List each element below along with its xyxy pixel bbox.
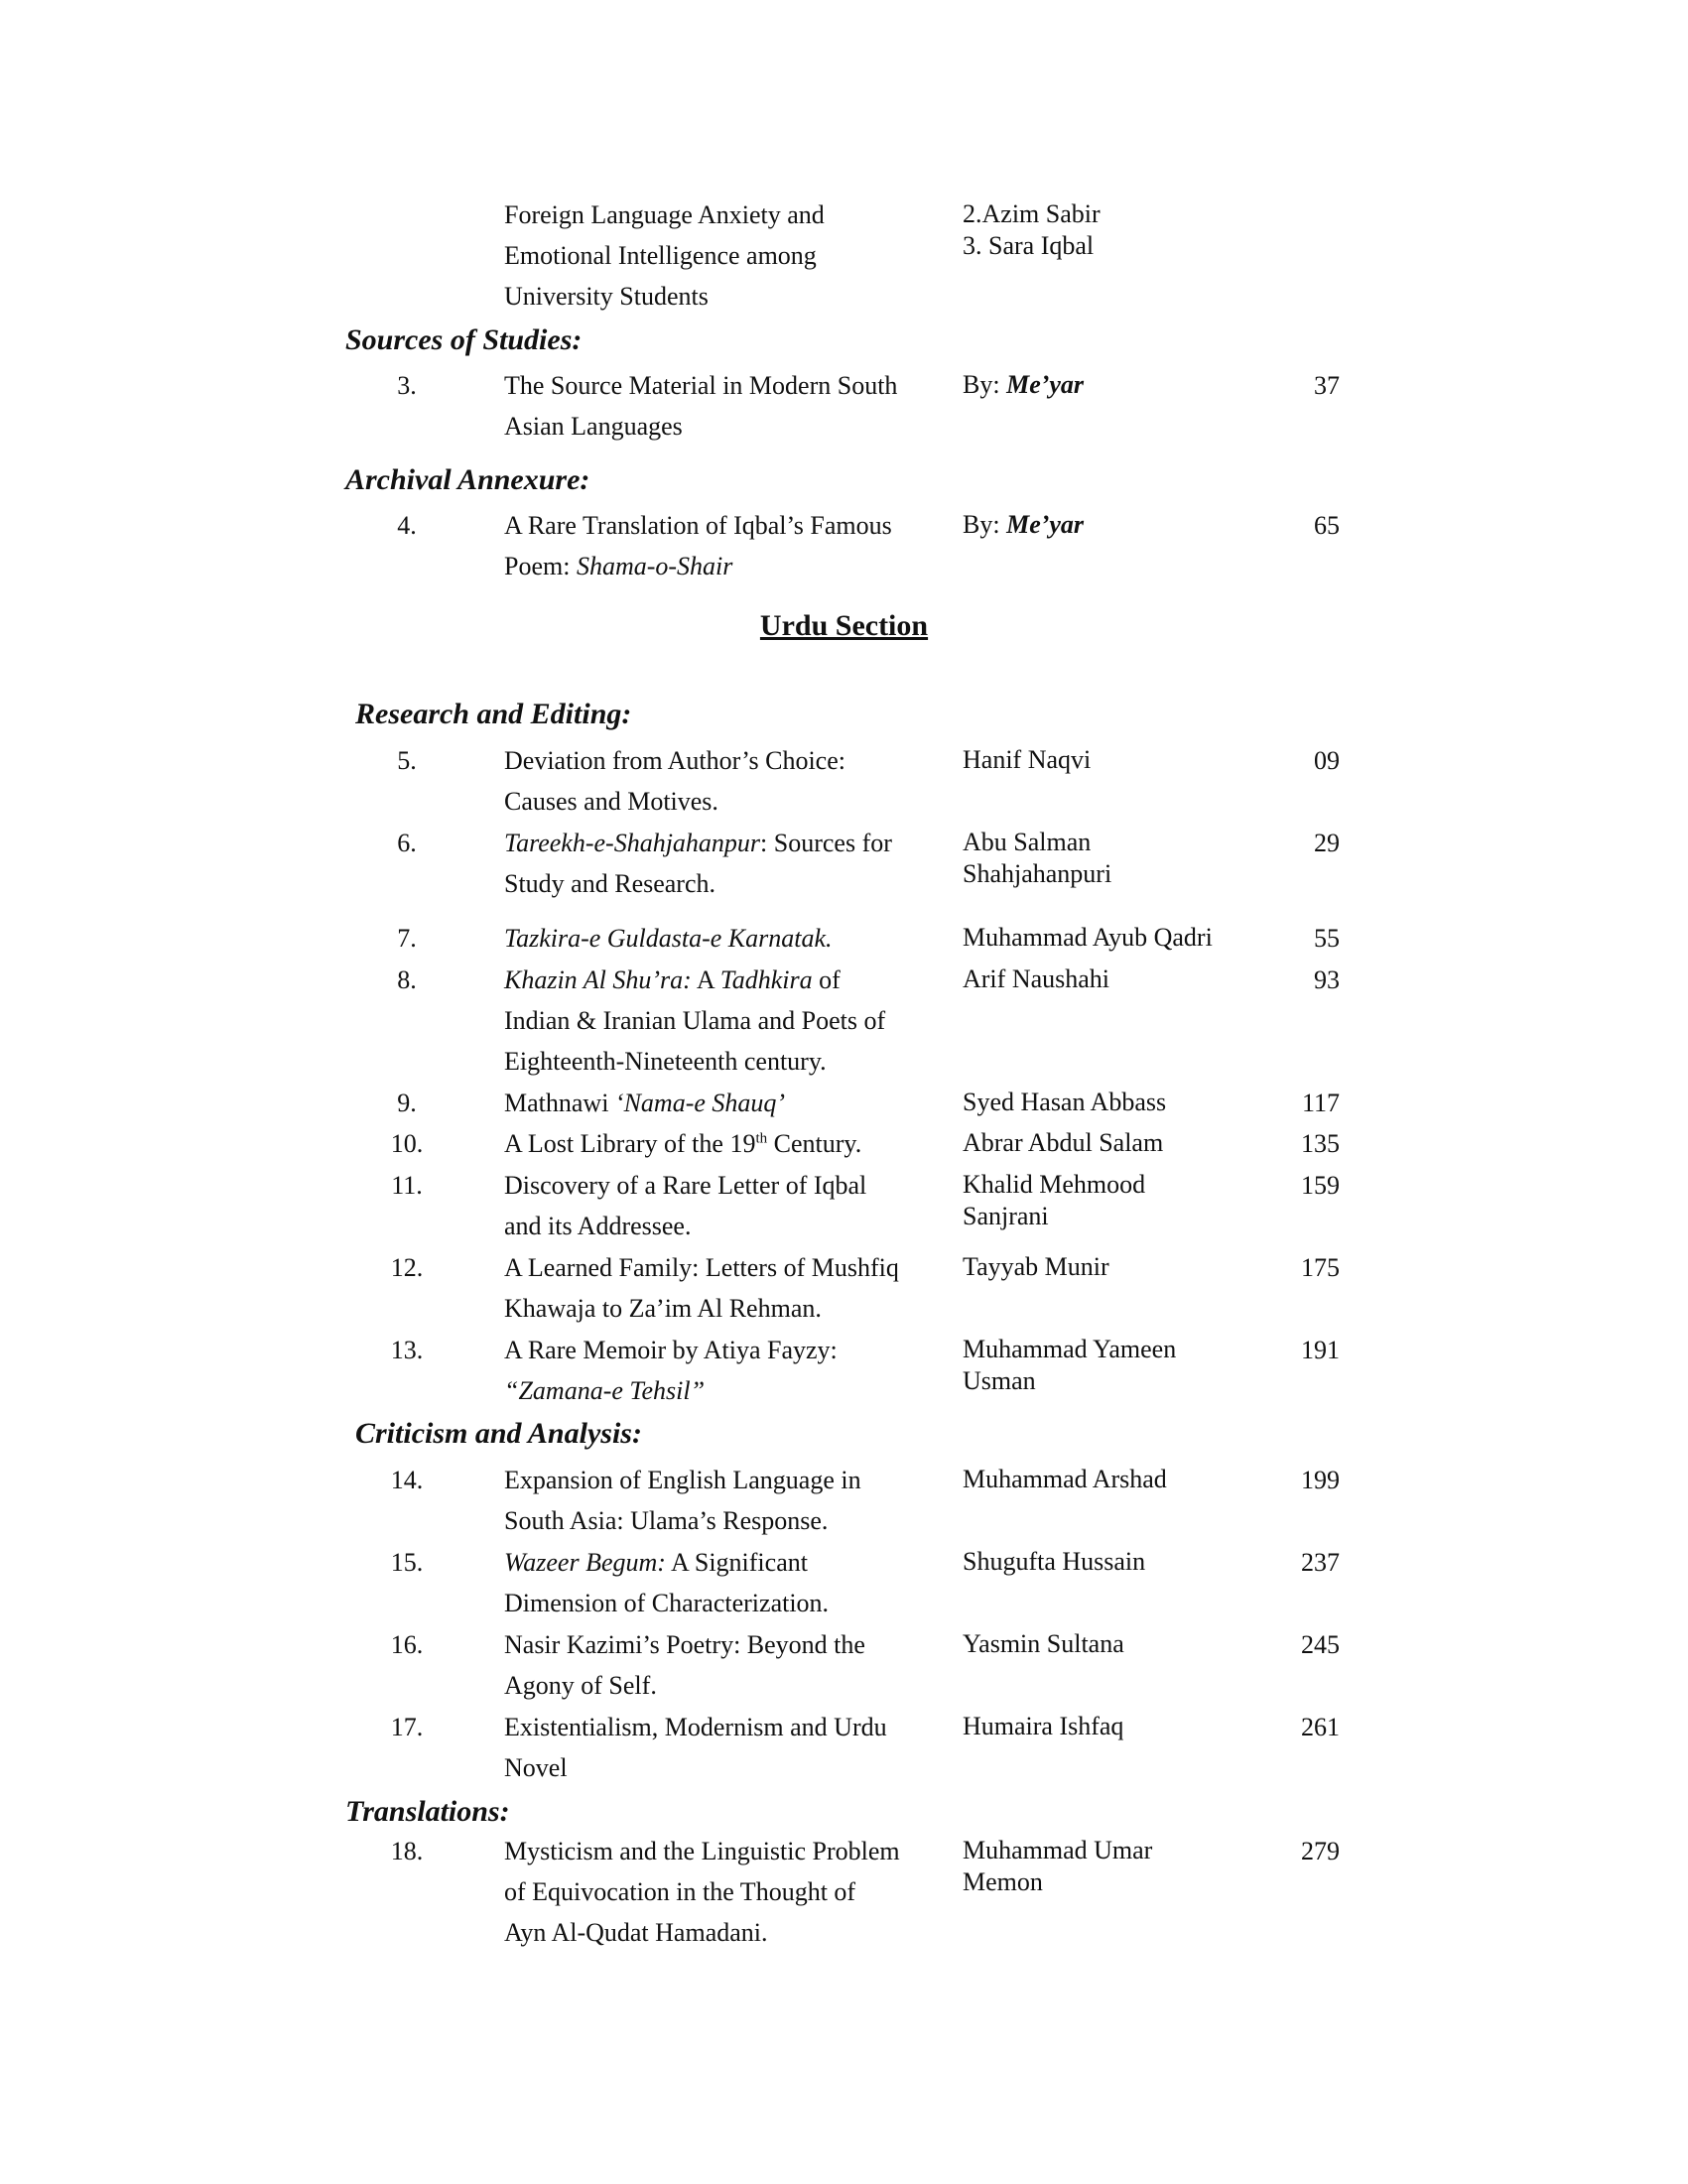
- title-line: Indian & Iranian Ulama and Poets of: [504, 1006, 886, 1035]
- entry-author: [963, 1624, 1260, 1660]
- entry-number: 16.: [390, 1630, 424, 1659]
- title-line: Discovery of a Rare Letter of Iqbal: [504, 1171, 867, 1200]
- entry-author: [963, 1460, 1260, 1495]
- title-line: The Source Material in Modern South: [504, 371, 898, 400]
- superscript: th: [755, 1130, 768, 1147]
- author-line: Hanif Naqvi: [963, 745, 1092, 774]
- entry-title: [504, 1247, 946, 1329]
- entry-title: [504, 1707, 946, 1788]
- title-line: Asian Languages: [504, 412, 683, 441]
- entry-number: 8.: [397, 965, 417, 994]
- author-line: Shahjahanpuri: [963, 859, 1112, 888]
- author-name: Me’yar: [1006, 370, 1085, 399]
- page-number: 261: [1301, 1713, 1340, 1741]
- author-line: Arif Naushahi: [963, 964, 1110, 993]
- entry-author: [963, 1831, 1260, 1898]
- page-number: 09: [1314, 746, 1340, 775]
- entry-title: [504, 1165, 946, 1246]
- author-line: Abu Salman: [963, 828, 1092, 856]
- page-number: 135: [1301, 1129, 1340, 1158]
- title-line: Causes and Motives.: [504, 787, 718, 816]
- author-line: 3. Sara Iqbal: [963, 231, 1095, 260]
- title-line: Mysticism and the Linguistic Problem: [504, 1837, 900, 1865]
- title-line: [504, 1083, 946, 1123]
- title-line: [504, 823, 946, 863]
- entry-number: 9.: [397, 1089, 417, 1117]
- title-part: of: [812, 965, 841, 994]
- author-line: Yasmin Sultana: [963, 1629, 1124, 1658]
- entry-author: [963, 1707, 1260, 1742]
- title-line: [504, 1542, 946, 1583]
- title-line: Tazkira-e Guldasta-e Karnatak.: [504, 924, 833, 953]
- author-line: Muhammad Arshad: [963, 1465, 1167, 1493]
- title-line: Expansion of English Language in: [504, 1466, 861, 1494]
- entry-number: 15.: [390, 1548, 424, 1577]
- title-line: Ayn Al-Qudat Hamadani.: [504, 1918, 768, 1947]
- entry-title: [504, 740, 946, 822]
- title-line: Deviation from Author’s Choice:: [504, 746, 845, 775]
- title-line: [504, 960, 946, 1000]
- entry-title: [504, 505, 946, 586]
- title-part: Poem:: [504, 552, 577, 580]
- title-line: A Learned Family: Letters of Mushfiq: [504, 1253, 899, 1282]
- title-part: A: [691, 965, 720, 994]
- entry-number: 12.: [390, 1253, 424, 1282]
- entry-title: [504, 194, 946, 317]
- entry-author: [963, 1330, 1260, 1397]
- title-part: Century.: [767, 1129, 862, 1158]
- page-number: 245: [1301, 1630, 1340, 1659]
- title-line: A Rare Memoir by Atiya Fayzy:: [504, 1336, 838, 1364]
- title-line: Novel: [504, 1753, 568, 1782]
- title-line: Foreign Language Anxiety and: [504, 200, 825, 229]
- entry-title: [504, 1460, 946, 1541]
- title-line: [504, 546, 946, 586]
- title-line: Dimension of Characterization.: [504, 1589, 830, 1617]
- author-line: Khalid Mehmood: [963, 1170, 1146, 1199]
- entry-author: [963, 365, 1260, 401]
- section-heading-archival: Archival Annexure:: [345, 463, 590, 496]
- entry-title: [504, 823, 946, 904]
- title-line: University Students: [504, 282, 709, 311]
- section-heading-sources: Sources of Studies:: [345, 323, 583, 356]
- page-number: 279: [1301, 1837, 1340, 1865]
- entry-number: 18.: [390, 1837, 424, 1865]
- entry-title: [504, 1542, 946, 1623]
- title-line: Eighteenth-Nineteenth century.: [504, 1047, 827, 1076]
- title-line: South Asia: Ulama’s Response.: [504, 1506, 829, 1535]
- entry-title: [504, 1123, 946, 1164]
- by-label: By:: [963, 370, 1000, 399]
- entry-author: [963, 823, 1260, 890]
- entry-number: 13.: [390, 1336, 424, 1364]
- entry-number: 17.: [390, 1713, 424, 1741]
- author-line: Shugufta Hussain: [963, 1547, 1146, 1576]
- author-line: Memon: [963, 1867, 1043, 1896]
- title-line: Agony of Self.: [504, 1671, 657, 1700]
- author-line: 2.Azim Sabir: [963, 199, 1101, 228]
- page-number: 191: [1301, 1336, 1340, 1364]
- page-number: 175: [1301, 1253, 1340, 1282]
- author-line: Humaira Ishfaq: [963, 1712, 1124, 1740]
- entry-title: [504, 918, 946, 959]
- title-line: Emotional Intelligence among: [504, 241, 817, 270]
- section-heading-research: Research and Editing:: [355, 698, 632, 730]
- entry-number: 3.: [397, 371, 417, 400]
- title-part: A Lost Library of the 19: [504, 1129, 756, 1158]
- page-number: 29: [1314, 829, 1340, 857]
- title-part: : Sources for: [760, 829, 892, 857]
- entry-author: [963, 918, 1260, 954]
- author-name: Me’yar: [1006, 510, 1085, 539]
- title-part: A Significant: [665, 1548, 808, 1577]
- page-number: 65: [1314, 511, 1340, 540]
- title-part: Mathnawi: [504, 1089, 615, 1117]
- entry-author: [963, 1542, 1260, 1578]
- entry-number: 7.: [397, 924, 417, 953]
- entry-title: [504, 1330, 946, 1411]
- page-number: 237: [1301, 1548, 1340, 1577]
- page-number: 199: [1301, 1466, 1340, 1494]
- author-line: Abrar Abdul Salam: [963, 1128, 1164, 1157]
- title-line: A Rare Translation of Iqbal’s Famous: [504, 511, 892, 540]
- title-italic-part: ‘Nama-e Shauq’: [614, 1089, 786, 1117]
- entry-author: [963, 740, 1260, 776]
- title-line: Study and Research.: [504, 869, 716, 898]
- entry-author: [963, 1123, 1260, 1159]
- entry-number: 4.: [397, 511, 417, 540]
- title-italic-part: Shama-o-Shair: [576, 552, 733, 580]
- section-heading-criticism: Criticism and Analysis:: [355, 1417, 642, 1450]
- author-line: Muhammad Yameen: [963, 1335, 1177, 1363]
- author-line: Tayyab Munir: [963, 1252, 1109, 1281]
- title-italic-part: Tadhkira: [719, 965, 813, 994]
- section-heading-translations: Translations:: [345, 1795, 510, 1828]
- title-line: “Zamana-e Tehsil”: [504, 1376, 706, 1405]
- page-number: 93: [1314, 965, 1340, 994]
- entry-title: [504, 1083, 946, 1123]
- entry-title: [504, 365, 946, 447]
- entry-author: [963, 194, 1260, 262]
- page-number: 159: [1301, 1171, 1340, 1200]
- title-line: of Equivocation in the Thought of: [504, 1877, 856, 1906]
- entry-number: 11.: [391, 1171, 423, 1200]
- entry-author: [963, 1165, 1260, 1232]
- title-line: [504, 1123, 946, 1164]
- page-number: 117: [1301, 1089, 1340, 1117]
- entry-title: [504, 1831, 946, 1953]
- entry-title: [504, 960, 946, 1082]
- entry-number: 6.: [397, 829, 417, 857]
- entry-title: [504, 1624, 946, 1706]
- author-line: Muhammad Ayub Qadri: [963, 923, 1213, 952]
- author-line: Syed Hasan Abbass: [963, 1088, 1167, 1116]
- entry-author: [963, 1083, 1260, 1118]
- title-line: Nasir Kazimi’s Poetry: Beyond the: [504, 1630, 865, 1659]
- entry-number: 5.: [397, 746, 417, 775]
- entry-author: [963, 1247, 1260, 1283]
- title-italic-part: Tareekh-e-Shahjahanpur: [504, 829, 761, 857]
- urdu-section-heading: Urdu Section: [759, 609, 929, 642]
- entry-number: 10.: [390, 1129, 424, 1158]
- author-line: Muhammad Umar: [963, 1836, 1153, 1864]
- title-line: Existentialism, Modernism and Urdu: [504, 1713, 887, 1741]
- by-label: By:: [963, 510, 1000, 539]
- title-italic-part: Wazeer Begum:: [504, 1548, 666, 1577]
- entry-author: [963, 960, 1260, 995]
- title-line: and its Addressee.: [504, 1212, 692, 1240]
- author-line: Usman: [963, 1366, 1036, 1395]
- title-italic-part: Khazin Al Shu’ra:: [504, 965, 692, 994]
- page-number: 55: [1314, 924, 1340, 953]
- title-line: Khawaja to Za’im Al Rehman.: [504, 1294, 822, 1323]
- author-line: Sanjrani: [963, 1202, 1049, 1230]
- entry-author: [963, 505, 1260, 541]
- page-number: 37: [1314, 371, 1340, 400]
- entry-number: 14.: [390, 1466, 424, 1494]
